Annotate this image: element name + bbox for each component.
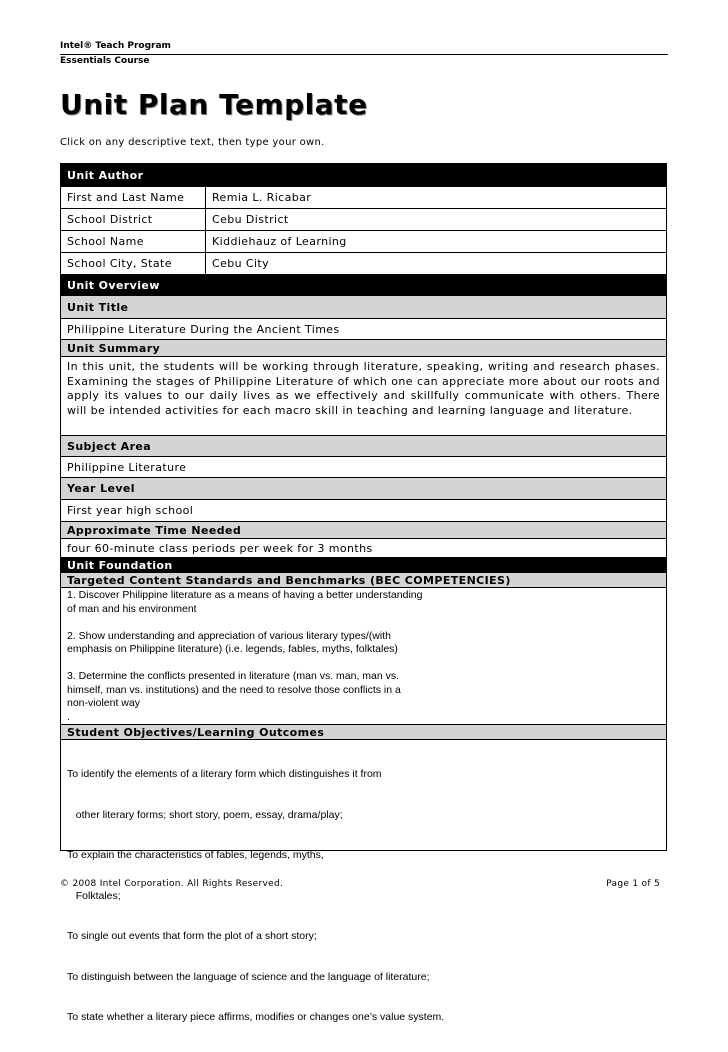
objective-line: other literary forms; short story, poem, essay, drama/play; (67, 808, 343, 821)
objective-line: To identify the elements of a literary form which distinguishes it from (67, 768, 382, 780)
unit-title-value[interactable]: Philippine Literature During the Ancient Times (61, 319, 666, 340)
document-header (60, 41, 668, 67)
page-footer (60, 879, 660, 889)
author-row-city (61, 253, 666, 275)
page-number: Page 1 of 5 (606, 879, 660, 889)
objectives-label: Student Objectives/Learning Outcomes (61, 725, 666, 740)
year-level-value[interactable]: First year high school (61, 500, 666, 522)
standards-line: of man and his environment (67, 602, 197, 615)
author-row-school (61, 231, 666, 253)
standards-line: 1. Discover Philippine literature as a means of having a better understanding (67, 589, 423, 601)
unit-summary-label: Unit Summary (61, 340, 666, 357)
name-value[interactable]: Remia L. Ricabar (212, 191, 312, 204)
copyright-text: © 2008 Intel Corporation. All Rights Reserved. (60, 879, 284, 889)
year-level-label: Year Level (61, 478, 666, 500)
standards-line: himself, man vs. institutions) and the need to resolve those conflicts in a (67, 683, 401, 696)
unit-overview-heading: Unit Overview (61, 275, 666, 296)
objective-line: To state whether a literary piece affirms, modifies or changes one’s value system. (67, 1011, 445, 1023)
time-needed-label: Approximate Time Needed (61, 522, 666, 539)
unit-author-heading: Unit Author (61, 164, 666, 187)
unit-title-label: Unit Title (61, 296, 666, 319)
instruction-text: Click on any descriptive text, then type your own. (60, 137, 325, 148)
standards-label: Targeted Content Standards and Benchmarks (BEC COMPETENCIES) (61, 573, 666, 588)
objective-line: To single out events that form the plot of a short story; (67, 930, 317, 942)
subject-area-label: Subject Area (61, 436, 666, 457)
page-title: Unit Plan Template (60, 88, 368, 121)
school-value[interactable]: Kiddiehauz of Learning (212, 235, 347, 248)
standards-line: . (67, 710, 70, 723)
standards-gap (67, 616, 660, 630)
standards-line: emphasis on Philippine literature) (i.e. legends, fables, myths, folktales) (67, 643, 398, 655)
author-row-name (61, 187, 666, 209)
objective-line: Folktales; (67, 889, 121, 902)
standards-gap (67, 657, 660, 671)
standards-text[interactable] (61, 588, 666, 725)
standards-line: 3. Determine the conflicts presented in literature (man vs. man, man vs. (67, 670, 400, 682)
standards-line: 2. Show understanding and appreciation of various literary types/(with (67, 629, 391, 642)
program-name: Intel® Teach Program (60, 41, 171, 51)
city-value[interactable]: Cebu City (212, 257, 270, 270)
author-row-district (61, 209, 666, 231)
header-rule (60, 54, 668, 55)
subject-area-value[interactable]: Philippine Literature (61, 457, 666, 478)
objective-line: To explain the characteristics of fables, legends, myths, (67, 849, 324, 861)
district-value[interactable]: Cebu District (212, 213, 289, 226)
name-label: First and Last Name (61, 187, 206, 208)
time-needed-value[interactable]: four 60-minute class periods per week for 3 months (61, 539, 666, 558)
unit-summary-text[interactable]: In this unit, the students will be working through literature, speaking, writing and research phases. Examining the stages of Philippine Literature of which one can appreciate more about our roots and apply its values to our daily lives as we effectively and skillfully communicate with others. There will be intended activities for each macro skill in teaching and learning language and literature. (61, 357, 666, 436)
standards-line: non-violent way (67, 697, 140, 709)
unit-foundation-heading: Unit Foundation (61, 558, 666, 573)
school-label: School Name (61, 231, 206, 252)
objective-line: To distinguish between the language of science and the language of literature; (67, 970, 430, 983)
city-label: School City, State (61, 253, 206, 274)
course-name: Essentials Course (60, 56, 150, 66)
district-label: School District (61, 209, 206, 230)
